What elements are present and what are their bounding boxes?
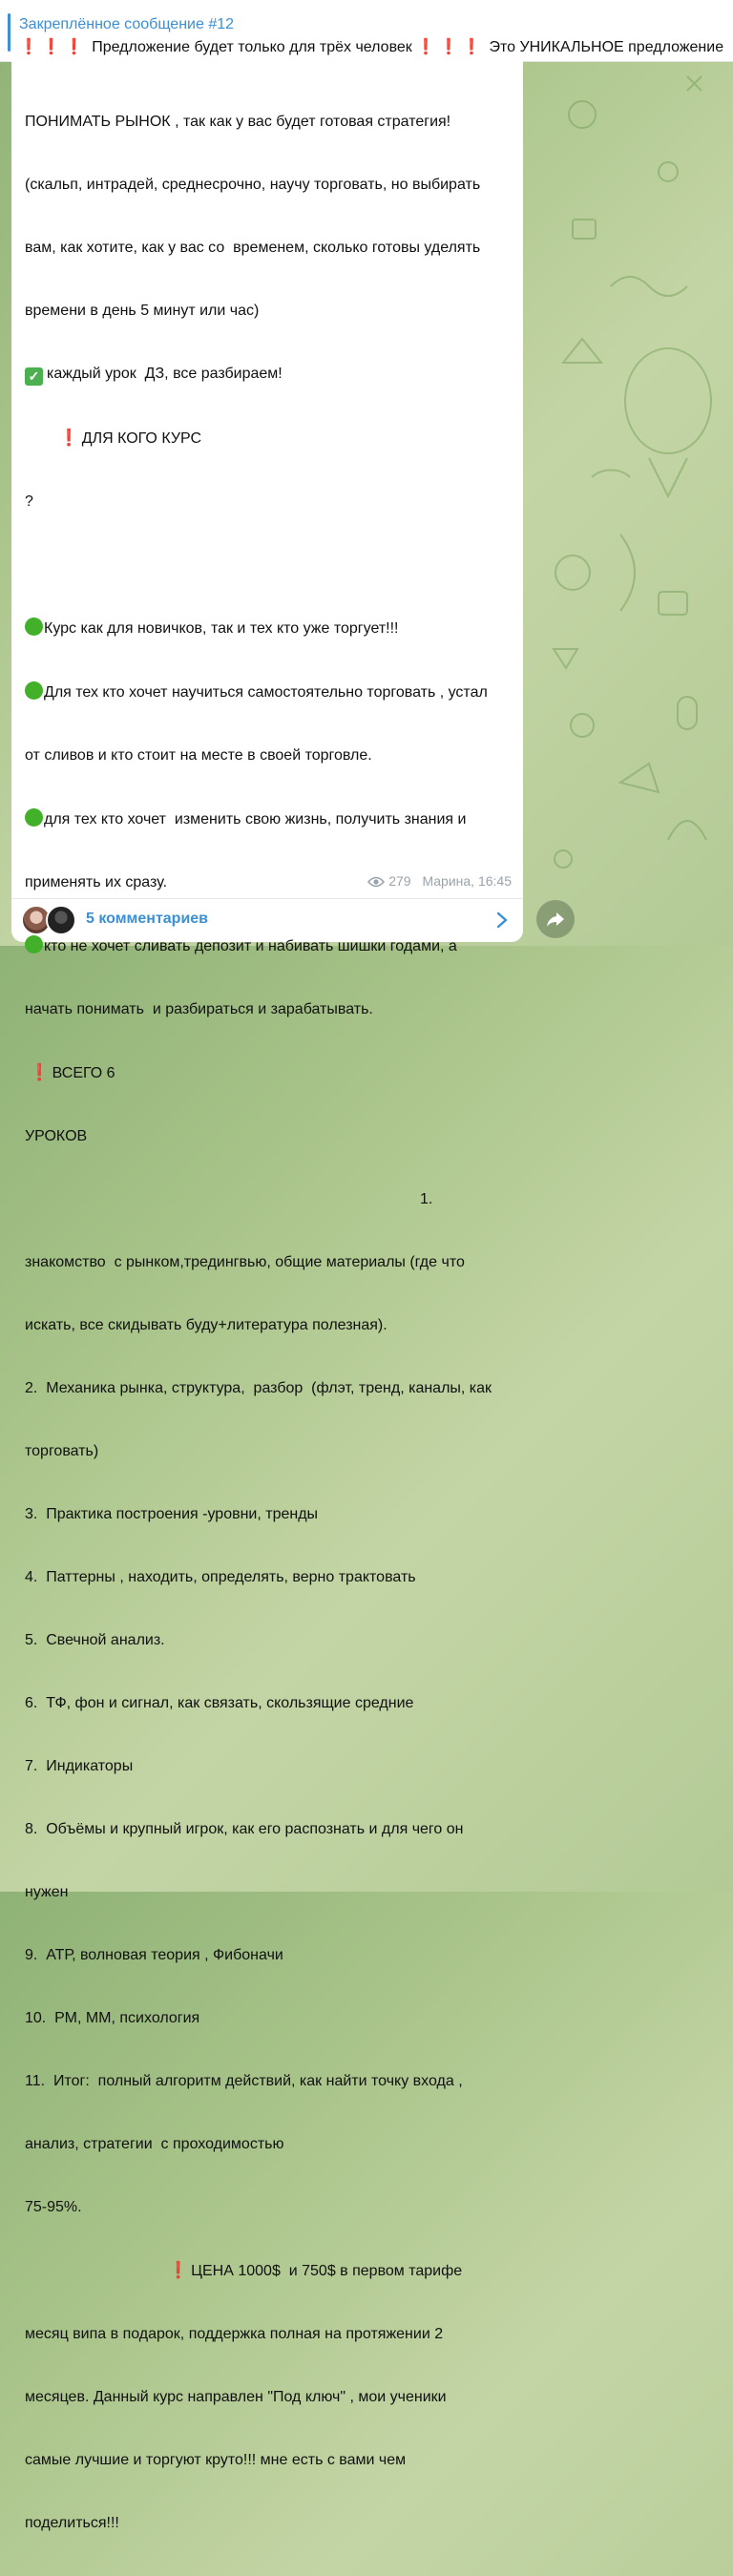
message-line: начать понимать и разбираться и зарабатывать. bbox=[25, 1001, 373, 1017]
for-whom-text: ДЛЯ КОГО КУРС bbox=[81, 430, 202, 447]
comments-button[interactable] bbox=[11, 899, 523, 942]
check-mark-icon: ✓ bbox=[25, 367, 43, 386]
exclamation-icon: ❗ bbox=[58, 429, 79, 447]
message-line: времени в день 5 минут или час) bbox=[25, 303, 260, 319]
homework-line bbox=[25, 364, 512, 386]
pinned-preview-text-b: Это УНИКАЛЬНОЕ предложение bbox=[489, 39, 724, 55]
lesson-line: 9. АТР, волновая теория , Фибоначи bbox=[25, 1947, 283, 1963]
lesson-line: нужен bbox=[25, 1884, 69, 1900]
pinned-accent-line bbox=[8, 13, 10, 52]
message-bubble bbox=[11, 59, 523, 2531]
bullet-text: для тех кто хочет изменить свою жизнь, получить знания и bbox=[44, 811, 467, 827]
message-meta bbox=[367, 873, 512, 889]
lesson-line: 10. РМ, ММ, психология bbox=[25, 2010, 200, 2026]
exclamation-icons: ❗❗❗ bbox=[416, 39, 486, 55]
blank-line bbox=[25, 555, 512, 576]
eye-icon bbox=[367, 875, 385, 889]
bullet-text: кто не хочет сливать депозит и набивать шишки годами, а bbox=[44, 938, 457, 954]
lesson-line: 6. ТФ, фон и сигнал, как связать, скользящие средние bbox=[25, 1695, 414, 1711]
message-text bbox=[25, 70, 512, 2576]
message-line: (скальп, интрадей, среднесрочно, научу торговать, но выбирать bbox=[25, 177, 481, 193]
homework-text: каждый урок ДЗ, все разбираем! bbox=[47, 366, 283, 382]
chevron-right-icon bbox=[496, 911, 508, 929]
share-arrow-icon bbox=[546, 910, 565, 929]
message-line: вам, как хотите, как у вас со временем, сколько готовы уделять bbox=[25, 240, 481, 256]
total-text: ВСЕГО 6 bbox=[52, 1065, 115, 1081]
avatar bbox=[46, 905, 76, 935]
share-button[interactable] bbox=[536, 900, 575, 938]
lesson-line: 2. Механика рынка, структура, разбор (флэт, тренд, каналы, как bbox=[25, 1380, 492, 1396]
message-line: месяц випа в подарок, поддержка полная на протяжении 2 bbox=[25, 2326, 444, 2342]
message-line: УРОКОВ bbox=[25, 1128, 88, 1144]
bullet-line bbox=[25, 808, 512, 830]
green-circle-icon bbox=[25, 681, 43, 700]
lesson-line: анализ, стратегии с проходимостью bbox=[25, 2136, 284, 2152]
message-line: от сливов и кто стоит на месте в своей торговле. bbox=[25, 747, 372, 764]
message-line: ПОНИМАТЬ РЫНОК , так как у вас будет готовая стратегия! bbox=[25, 114, 451, 130]
message-line: применять их сразу. bbox=[25, 874, 168, 890]
bullet-line bbox=[25, 681, 512, 703]
pinned-title: Закреплённое сообщение #12 bbox=[19, 16, 235, 32]
bullet-text: Курс как для новичков, так и тех кто уже торгует!!! bbox=[44, 620, 399, 637]
comments-label: 5 комментариев bbox=[86, 911, 209, 927]
exclamation-icon: ❗ bbox=[168, 2261, 189, 2279]
total-line bbox=[25, 1062, 512, 1084]
lesson-line: 5. Свечной анализ. bbox=[25, 1632, 165, 1648]
lesson-line: 11. Итог: полный алгоритм действий, как найти точку входа , bbox=[25, 2073, 463, 2089]
message-line: поделиться!!! bbox=[25, 2515, 119, 2531]
price-line bbox=[25, 2260, 512, 2282]
lesson-line: торговать) bbox=[25, 1443, 99, 1459]
price-text: ЦЕНА 1000$ и 750$ в первом тарифе bbox=[191, 2263, 463, 2279]
lesson-line: 75-95%. bbox=[25, 2199, 82, 2215]
pinned-message-bar[interactable] bbox=[0, 0, 733, 62]
exclamation-icons: ❗❗❗ bbox=[19, 39, 88, 55]
author-time: Марина, 16:45 bbox=[422, 873, 512, 889]
lesson-line: 3. Практика построения -уровни, тренды bbox=[25, 1506, 319, 1522]
lesson-line: 7. Индикаторы bbox=[25, 1758, 134, 1774]
lesson-line: искать, все скидывать буду+литература полезная). bbox=[25, 1317, 387, 1333]
pinned-preview-text-a: Предложение будет только для трёх человек bbox=[92, 39, 412, 55]
green-circle-icon bbox=[25, 808, 43, 827]
view-count: 279 bbox=[388, 873, 411, 889]
lesson-line: 4. Паттерны , находить, определять, верно трактовать bbox=[25, 1569, 416, 1585]
for-whom-line bbox=[25, 428, 512, 450]
bullet-line bbox=[25, 618, 512, 639]
green-circle-icon bbox=[25, 618, 43, 636]
message-line: месяцев. Данный курс направлен "Под ключ" , мои ученики bbox=[25, 2389, 447, 2405]
bullet-text: Для тех кто хочет научиться самостоятельно торговать , устал bbox=[44, 684, 488, 701]
lesson-line: знакомство с рынком,тредингвью, общие материалы (где что bbox=[25, 1254, 465, 1270]
question-line: ? bbox=[25, 493, 33, 510]
lesson-line: 8. Объёмы и крупный игрок, как его распознать и для чего он bbox=[25, 1821, 464, 1837]
pinned-preview bbox=[19, 37, 723, 56]
exclamation-icon: ❗ bbox=[29, 1063, 50, 1081]
message-line: самые лучшие и торгуют круто!!! мне есть с вами чем bbox=[25, 2452, 407, 2468]
lesson-number-line: 1. bbox=[420, 1191, 433, 1207]
